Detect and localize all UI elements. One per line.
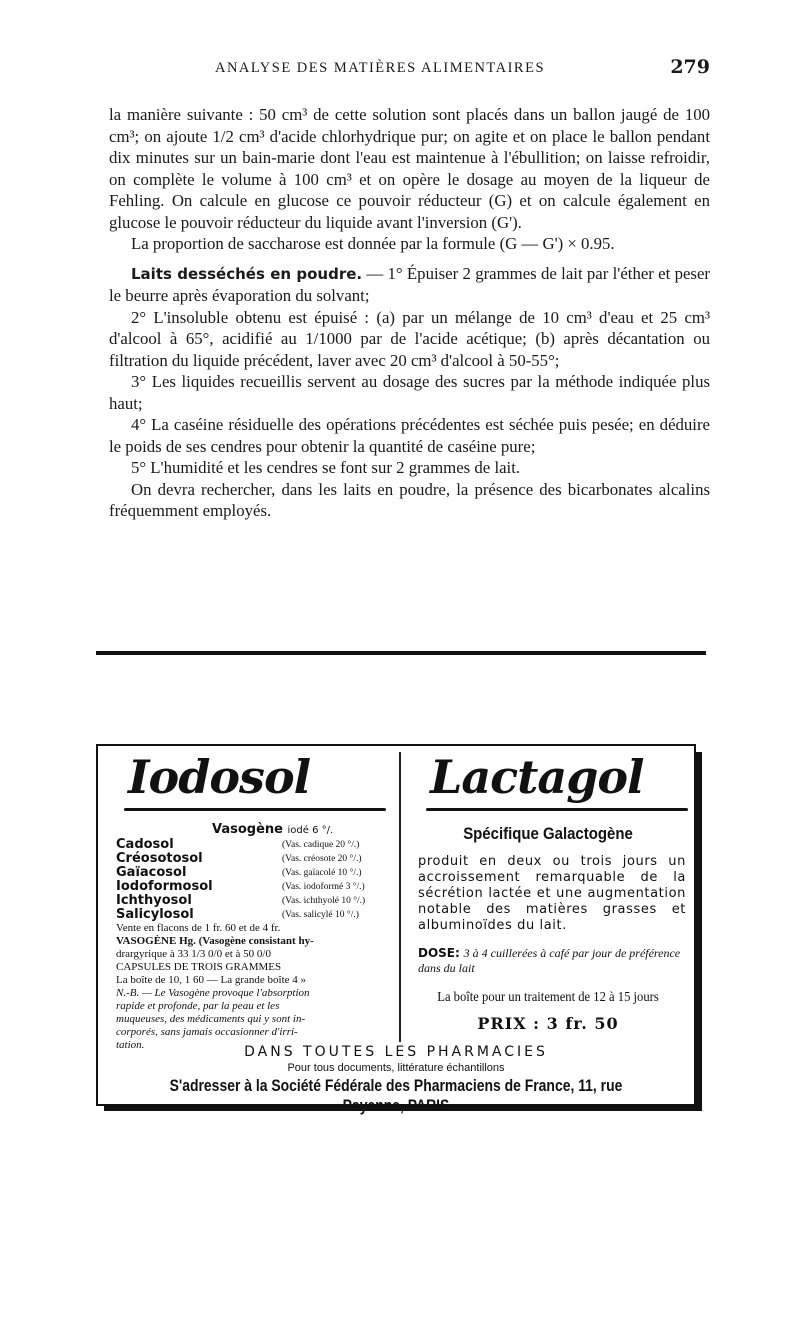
iodosol-info-line: VASOGÈNE Hg. (Vasogène consistant hy- bbox=[116, 935, 314, 947]
lactagol-logo: Lactagol bbox=[430, 750, 644, 804]
running-header bbox=[110, 56, 710, 80]
running-title: ANALYSE DES MATIÈRES ALIMENTAIRES bbox=[214, 60, 546, 76]
iodosol-info-line: rapide et profonde, par la peau et les bbox=[116, 1000, 280, 1012]
product-row bbox=[116, 894, 396, 908]
product-desc: (Vas. cadique 20 °/.) bbox=[282, 840, 360, 850]
page-number: 279 bbox=[670, 56, 710, 78]
paragraph: 5° L'humidité et les cendres se font sur 2 grammes de lait. bbox=[131, 458, 521, 477]
paragraph: 4° La caséine résiduelle des opérations précédentes est séchée puis pesée; en déduire le poids de ses cendres pour obtenir la quantité de caséine pure; bbox=[109, 415, 710, 456]
paragraph: On devra rechercher, dans les laits en poudre, la présence des bicarbonates alcalins fréquemment employés. bbox=[109, 479, 710, 520]
iodosol-info-line: drargyrique à 33 1/3 0/0 et à 50 0/0 bbox=[116, 948, 271, 960]
iodosol-info-line: CAPSULES DE TROIS GRAMMES bbox=[116, 961, 282, 973]
iodosol-info-line: corporés, sans jamais occasionner d'irri- bbox=[116, 1026, 298, 1038]
logo-swoosh bbox=[426, 808, 688, 811]
lactagol-title: Spécifique Galactogène bbox=[463, 824, 633, 843]
address-line: S'adresser à la Société Fédérale des Pharmaciens de France, 11, rue Payenne, PARIS bbox=[169, 1076, 623, 1115]
dose-text: DOSE: 3 à 4 cuillerées à café par jour de préférence dans du lait bbox=[418, 946, 681, 975]
section-heading: Laits desséchés en poudre. bbox=[131, 264, 363, 283]
iodosol-info-line: muqueuses, des médicaments qui y sont in- bbox=[116, 1013, 306, 1025]
documents-line: Pour tous documents, littérature échantillons bbox=[287, 1062, 505, 1074]
vasogene-heading: Vasogène iodé 6 °/. bbox=[212, 822, 334, 837]
product-name: Ichthyosol bbox=[116, 893, 192, 908]
product-desc: (Vas. ichthyolé 10 °/.) bbox=[282, 896, 366, 906]
product-row bbox=[116, 852, 396, 866]
horizontal-rule bbox=[96, 651, 706, 655]
ad-shadow bbox=[696, 752, 702, 1110]
iodosol-info-line: tation. bbox=[116, 1039, 145, 1051]
paragraph-text: — 1° Épuiser 2 grammes de lait par l'éther et peser le beurre après évaporation du solvant; bbox=[109, 263, 711, 305]
ad-divider bbox=[399, 752, 401, 1042]
product-desc: (Vas. créosote 20 °/.) bbox=[282, 854, 362, 864]
product-row bbox=[116, 838, 396, 852]
product-name: Gaïacosol bbox=[116, 865, 187, 880]
iodosol-info-line: N.-B. — Le Vasogène provoque l'absorption bbox=[116, 987, 310, 999]
product-row bbox=[116, 908, 396, 922]
paragraph bbox=[109, 263, 710, 307]
iodosol-info-line: Vente en flacons de 1 fr. 60 et de 4 fr. bbox=[116, 922, 281, 934]
logo-swoosh bbox=[124, 808, 386, 811]
product-desc: (Vas. salicylé 10 °/.) bbox=[282, 910, 359, 920]
product-name: Créosotosol bbox=[116, 851, 203, 866]
lactagol-description: produit en deux ou trois jours un accroissement remarquable de la sécrétion lactée et une augmentation notable des matières grasses et albuminoïdes du lait. bbox=[418, 854, 686, 933]
product-name: Cadosol bbox=[116, 837, 174, 852]
product-row bbox=[116, 880, 396, 894]
advertisement bbox=[96, 744, 696, 1115]
product-name: Iodoformosol bbox=[116, 879, 213, 894]
paragraph: 3° Les liquides recueillis servent au dosage des sucres par la méthode indiquée plus haut; bbox=[109, 372, 710, 413]
price: PRIX : 3 fr. 50 bbox=[477, 1014, 619, 1033]
body-text bbox=[109, 104, 710, 522]
paragraph: la manière suivante : 50 cm³ de cette solution sont placés dans un ballon jaugé de 100 cm³; on ajoute 1/2 cm³ d'acide chlorhydrique pur; on agite et on place le ballon pendant dix minutes sur un bain-marie dont l'eau est maintenue à l'ébullition; on laisse refroidir, on complète le volume à 100 cm³ et on opère le dosage au moyen de la liqueur de Fehling. On calcule en glucose ce pouvoir réducteur (G) et on calcule également en glucose le pouvoir réducteur du liquide avant l'inversion (G'). bbox=[109, 105, 710, 232]
product-row bbox=[116, 866, 396, 880]
iodosol-info-line: La boîte de 10, 1 60 — La grande boîte 4 » bbox=[116, 974, 307, 986]
paragraph: 2° L'insoluble obtenu est épuisé : (a) par un mélange de 10 cm³ d'eau et 25 cm³ d'alcool à 65°, acidifié au 1/1000 par de l'acide acétique; (b) après décantation ou filtration du liquide précédent, laver avec 20 cm³ d'alcool à 50-55°; bbox=[109, 307, 710, 370]
product-desc: (Vas. gaïacolé 10 °/.) bbox=[282, 868, 362, 878]
iodosol-logo: Iodosol bbox=[128, 750, 311, 804]
pharmacies-line: DANS TOUTES LES PHARMACIES bbox=[244, 1044, 548, 1060]
product-desc: (Vas. iodoformé 3 °/.) bbox=[282, 882, 365, 892]
treatment-box: La boîte pour un traitement de 12 à 15 jours bbox=[437, 990, 659, 1005]
paragraph: La proportion de saccharose est donnée par la formule (G — G') × 0.95. bbox=[131, 234, 615, 253]
product-name: Salicylosol bbox=[116, 907, 194, 922]
